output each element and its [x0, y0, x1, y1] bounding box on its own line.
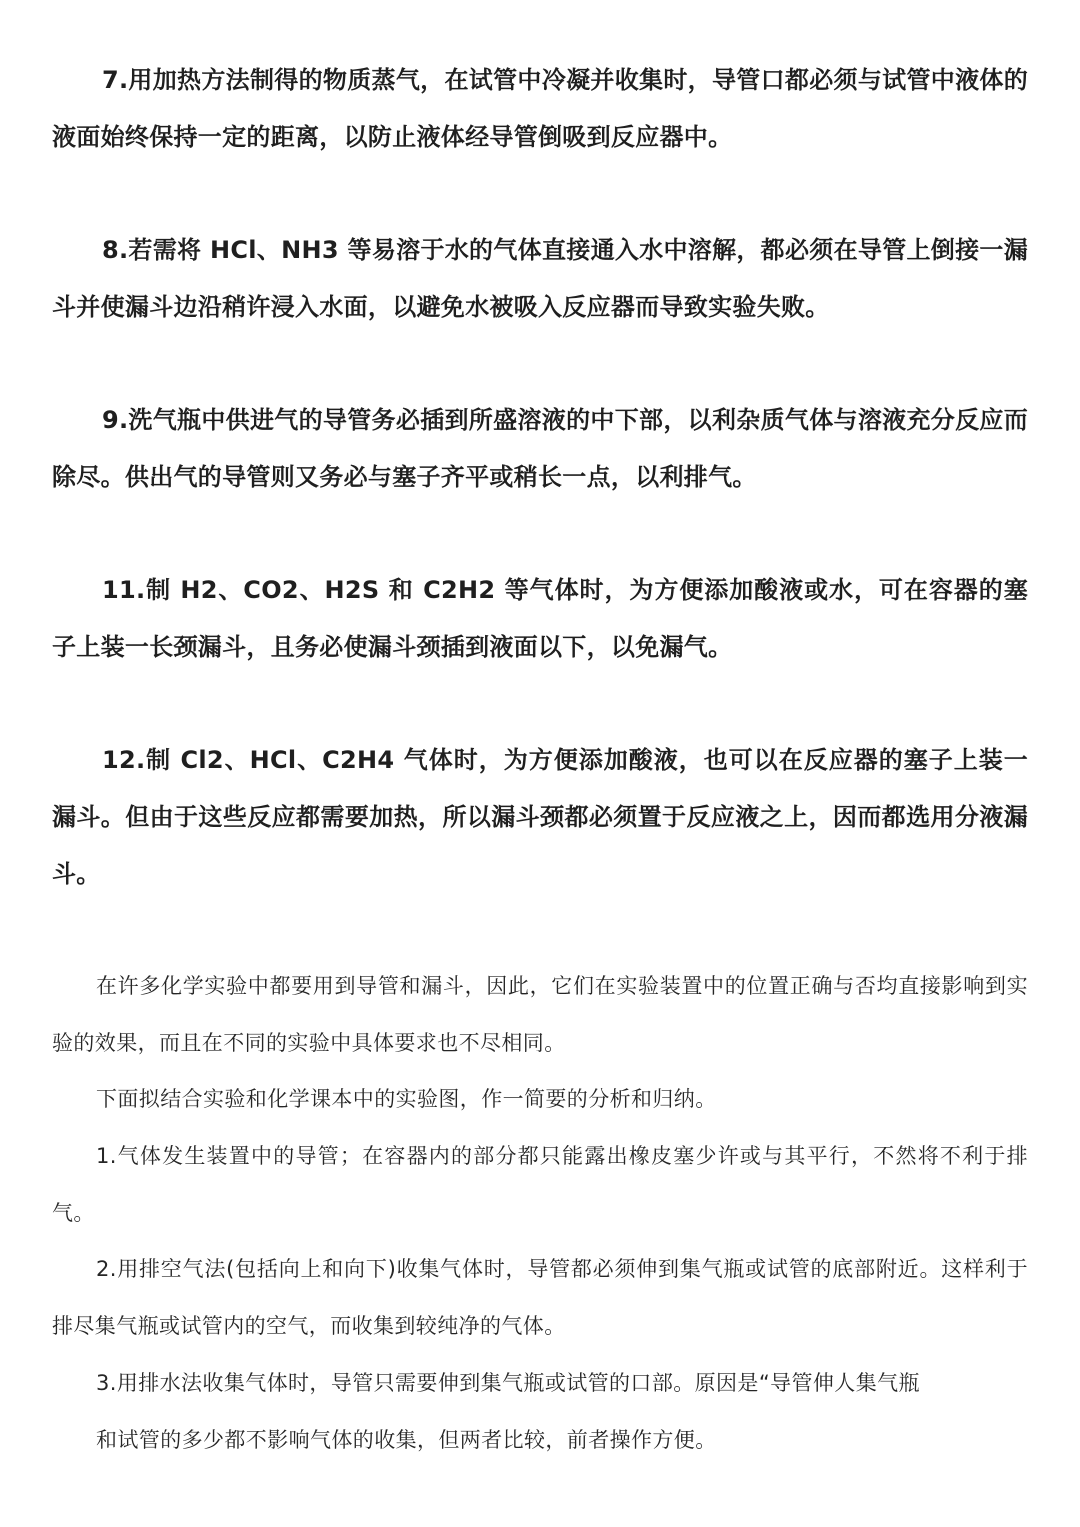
list-item-2: 2.用排空气法(包括向上和向下)收集气体时，导管都必须伸到集气瓶或试管的底部附近。这样利于排尽集气瓶或试管内的空气，而收集到较纯净的气体。 [52, 1257, 1028, 1338]
paragraph-item-12: 12.制 Cl2、HCl、C2H4 气体时，为方便添加酸液，也可以在反应器的塞子上装一漏斗。但由于这些反应都需要加热，所以漏斗颈都必须置于反应液之上，因而都选用分液漏斗。 [52, 746, 1028, 888]
paragraph-item-8: 8.若需将 HCl、NH3 等易溶于水的气体直接通入水中溶解，都必须在导管上倒接一漏斗并使漏斗边沿稍许浸入水面，以避免水被吸入反应器而导致实验失败。 [52, 236, 1028, 321]
intro-paragraph-2: 下面拟结合实验和化学课本中的实验图，作一简要的分析和归纳。 [96, 1087, 717, 1111]
intro-paragraph: 在许多化学实验中都要用到导管和漏斗，因此，它们在实验装置中的位置正确与否均直接影响到实验的效果，而且在不同的实验中具体要求也不尽相同。 [52, 974, 1028, 1055]
paragraph-item-9: 9.洗气瓶中供进气的导管务必插到所盛溶液的中下部，以利杂质气体与溶液充分反应而除尽。供出气的导管则又务必与塞子齐平或稍长一点，以利排气。 [52, 406, 1028, 491]
list-item-1: 1.气体发生装置中的导管；在容器内的部分都只能露出橡皮塞少许或与其平行，不然将不利于排气。 [52, 1144, 1028, 1225]
list-item-3-continued: 和试管的多少都不影响气体的收集，但两者比较，前者操作方便。 [96, 1428, 717, 1452]
paragraph-item-7: 7.用加热方法制得的物质蒸气，在试管中冷凝并收集时，导管口都必须与试管中液体的液面始终保持一定的距离，以防止液体经导管倒吸到反应器中。 [52, 66, 1028, 151]
paragraph-item-11: 11.制 H2、CO2、H2S 和 C2H2 等气体时，为方便添加酸液或水，可在容器的塞子上装一长颈漏斗，且务必使漏斗颈插到液面以下，以免漏气。 [52, 576, 1028, 661]
list-item-3: 3.用排水法收集气体时，导管只需要伸到集气瓶或试管的口部。原因是“导管伸人集气瓶 [96, 1371, 920, 1395]
